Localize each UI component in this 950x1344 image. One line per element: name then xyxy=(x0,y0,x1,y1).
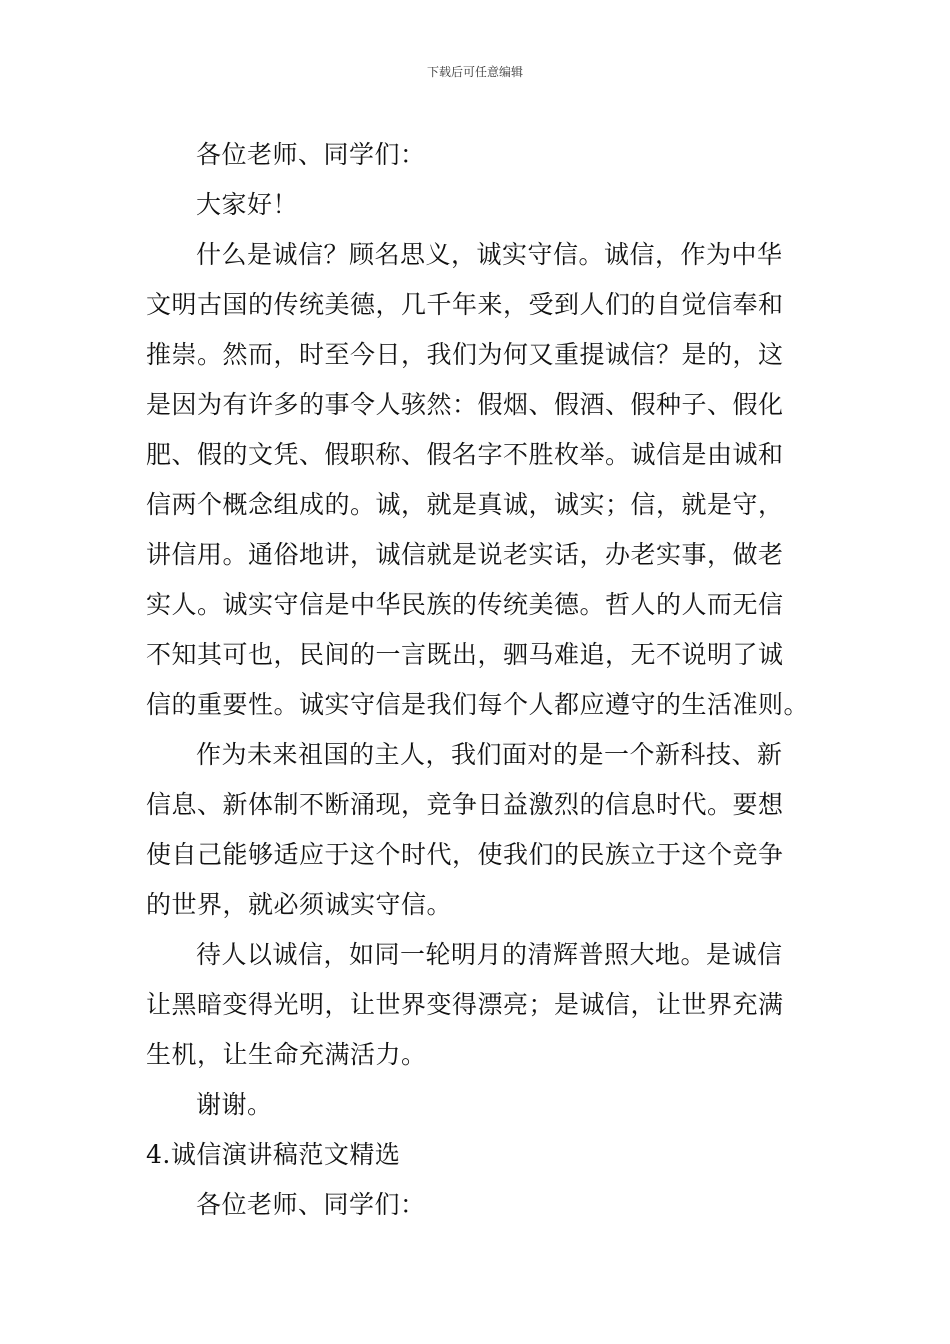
text-line: 信两个概念组成的。诚，就是真诚，诚实；信，就是守， xyxy=(146,490,784,519)
text-line: 实人。诚实守信是中华民族的传统美德。哲人的人而无信 xyxy=(146,590,784,619)
document-body xyxy=(146,130,808,1230)
text-line: 各位老师、同学们： xyxy=(196,1190,426,1219)
text-line: 生机，让生命充满活力。 xyxy=(146,1040,427,1069)
text-line: 谢谢。 xyxy=(196,1090,273,1119)
text-line: 什么是诚信？顾名思义，诚实守信。诚信，作为中华 xyxy=(196,240,783,269)
text-line: 不知其可也，民间的一言既出，驷马难追，无不说明了诚 xyxy=(146,640,784,669)
text-line: 让黑暗变得光明，让世界变得漂亮；是诚信，让世界充满 xyxy=(146,990,784,1019)
text-line: 是因为有许多的事令人骇然：假烟、假酒、假种子、假化 xyxy=(146,390,784,419)
text-line: 文明古国的传统美德，几千年来，受到人们的自觉信奉和 xyxy=(146,290,784,319)
text-line: 信的重要性。诚实守信是我们每个人都应遵守的生活准则。 xyxy=(146,690,810,719)
text-line: 4.诚信演讲稿范文精选 xyxy=(146,1140,401,1169)
text-line: 讲信用。通俗地讲，诚信就是说老实话，办老实事，做老 xyxy=(146,540,784,569)
text-line: 大家好！ xyxy=(196,190,299,219)
text-line: 使自己能够适应于这个时代，使我们的民族立于这个竞争 xyxy=(146,840,784,869)
text-line: 肥、假的文凭、假职称、假名字不胜枚举。诚信是由诚和 xyxy=(146,440,784,469)
text-line: 待人以诚信，如同一轮明月的清辉普照大地。是诚信 xyxy=(196,940,783,969)
text-line: 作为未来祖国的主人，我们面对的是一个新科技、新 xyxy=(196,740,783,769)
text-line: 推崇。然而，时至今日，我们为何又重提诚信？是的，这 xyxy=(146,340,784,369)
text-line: 信息、新体制不断涌现，竞争日益激烈的信息时代。要想 xyxy=(146,790,784,819)
text-line: 的世界，就必须诚实守信。 xyxy=(146,890,453,919)
text-line: 各位老师、同学们： xyxy=(196,140,426,169)
page-header: 下载后可任意编辑 xyxy=(426,65,523,79)
